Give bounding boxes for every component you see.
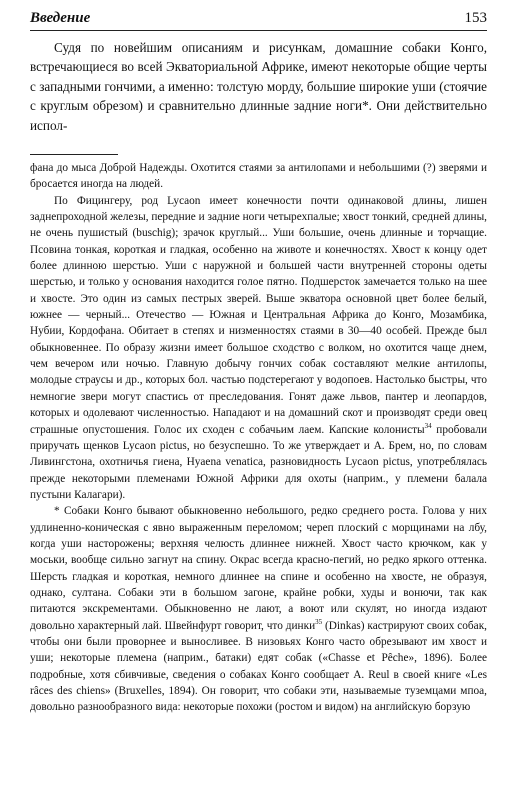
footnote-separator (30, 154, 118, 155)
footnote-lycaon (30, 193, 487, 504)
footnote-lycaon-text-2: пробовали приручать щенков Lycaon pictus, но безуспешно. То же утверждает и А. Брем, но, по словам Ливингстона, охотничья гиена, Hyaena venatica, разновидность Lycaon pictus, употреблялась прежде некоторыми племенами Южной Африки для охоты (наприм., у племени балала пустыни Калагари). (30, 423, 487, 501)
footnote-ref-35: 35 (315, 617, 323, 626)
footnote-continuation: фана до мыса Доброй Надежды. Охотится стаями за антилопами и небольшими (?) зверями и бросается иногда на людей. (30, 162, 487, 191)
page-number: 153 (464, 10, 487, 26)
section-title: Введение (30, 10, 91, 26)
footnote-ref-34: 34 (424, 421, 432, 430)
footnotes (30, 160, 487, 716)
footnote-congo-text-1: * Собаки Конго бывают обыкновенно небольшого, редко среднего роста. Голова у них удлиненно-коническая с явно выраженным переломом; череп плоский с морщинами на лбу, когда уши насторожены; верхняя челюсть длиннее нижней. Хвост часто крючком, как у моськи, вообще сильно загнут на спину. Окрас всегда красно-пегий, но редко яркого оттенка. Шерсть гладкая и короткая, немного длиннее на спине и особенно на хвосте, не образуя, однако, султана. Собаки эти в большом загоне, крайне робки, худы и вонючи, так как питаются экскрементами. Обыкновенно не лают, а воют или скулят, но иногда издают довольно характерный лай. Швейнфурт говорит, что динки (30, 505, 487, 632)
running-header (30, 8, 487, 31)
main-paragraph: Судя по новейшим описаниям и рисункам, домашние собаки Конго, встречающиеся во всей Экваториальной Африке, имеют некоторые общие черты с западными гончими, а именно: толстую морду, большие широкие уши (стоячие с круглым обрезом) и сравнительно длинные задние ноги*. Они действительно испол- (30, 40, 487, 133)
footnote-lycaon-text-1: По Фицингеру, род Lycaon имеет конечности почти одинаковой длины, лишен заднепроходной железы, передние и задние ноги четырехпалые; хвост тонкий, средней длины, не очень пушистый (buschig); зрачок круглый... Уши большие, очень длинные и торчащие. Псовина тонкая, короткая и гладкая, особенно на животе и конечностях. Хвост к концу одет более длинною шерстью. Уши с наружной и большей части внутренней стороны одеты шерстью, и только у основания находится голое пятно. Подшерсток замечается только на шее и хвосте. Это один из самых пестрых зверей. Выше экватора основной цвет более белый, южнее — черный... Отечество — Южная и Центральная Африка до Конго, Мозамбика, Нубии, Кордофана. Обитает в степях и низменностях стаями в 30—40 особей. Прежде был обыкновеннее. По образу жизни имеет большое сходство с волком, но охотится чаще днем, чем вечером или ночью. Главную добычу гончих собак составляют мелкие антилопы, молодые страусы и др., которых бол. частью подстерегают у водопоев. Настолько быстры, что немногие звери могут спастись от преследования. Гонят даже львов, пантер и леопардов, которых и одолевают численностью. Нападают и на домашний скот и производят среди овец страшные опустошения. Голос их сходен с собачьим лаем. Капские колонисты (30, 194, 487, 436)
footnote-congo-dogs (30, 503, 487, 715)
footnote-congo-text-2: (Dinkas) кастрируют своих собак, чтобы они были проворнее и выносливее. В низовьях Конго часто обрезывают им хвост и уши; некоторые племена (наприм., батаки) едят собак («Chasse et Pêche», 1896). Более подробные, хотя сбивчивые, сведения о собаках Конго сообщает A. Reul в своей книге «Les râces des chiens» (Bruxelles, 1894). Он говорит, что собаки эти, называемые туземцами мпоа, довольно разнообразного вида: некоторые похожи (ростом и видом) на английскую борзую (30, 619, 488, 714)
